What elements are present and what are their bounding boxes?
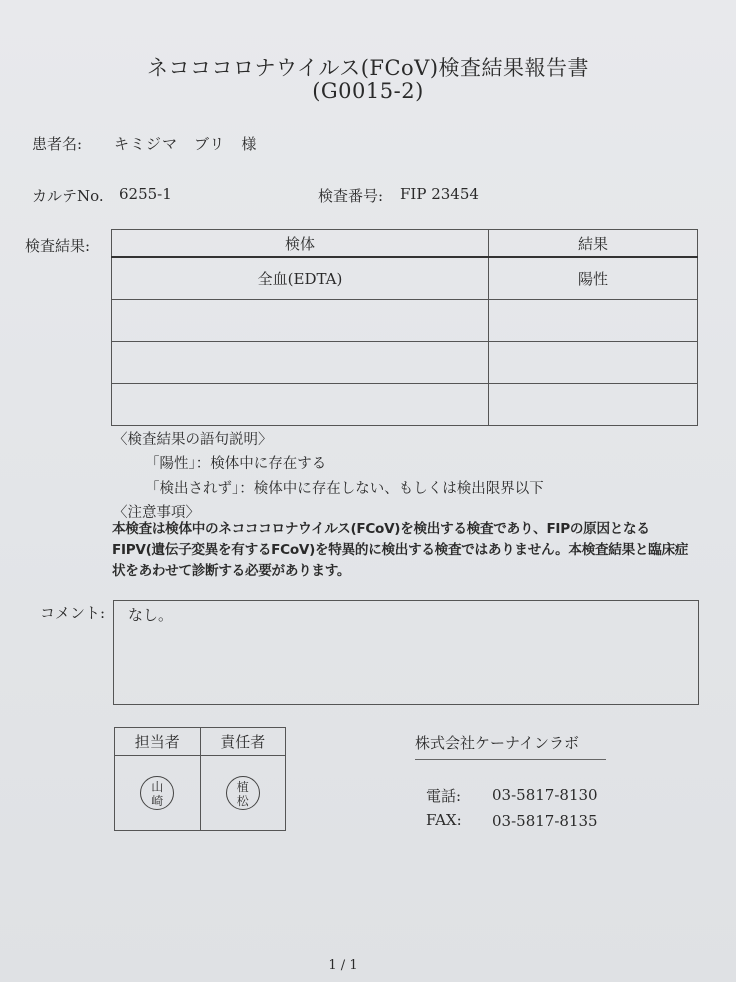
manager-label: 責任者 [200, 728, 286, 756]
tel-value: 03-5817-8130 [492, 786, 598, 804]
report-title: ネコココロナウイルス(FCoV)検査結果報告書 [146, 56, 590, 80]
comment-value: なし。 [128, 606, 174, 624]
glossary-heading: 〈検査結果の語句説明〉 [113, 432, 273, 448]
company-name: 株式会社ケーナインラボ [415, 732, 606, 760]
exam-number-value: FIP 23454 [400, 185, 479, 203]
exam-number-label: 検査番号: [318, 187, 384, 205]
specimen-cell: 全血(EDTA) [112, 257, 489, 300]
manager-seal: 植 松 [226, 776, 260, 810]
comment-label: コメント: [40, 604, 106, 622]
table-row [112, 300, 698, 342]
table-row [112, 257, 698, 300]
specimen-cell [112, 342, 489, 384]
tel-label: 電話: [426, 787, 462, 805]
patient-name-value: キミジマ ブリ 様 [114, 135, 258, 153]
signoff-table [114, 727, 286, 831]
glossary-positive: 「陽性」：検体中に存在する [145, 456, 327, 472]
results-header-row [112, 230, 698, 258]
glossary-not-detected: 「検出されず」：検体中に存在しない、もしくは検出限界以下 [145, 481, 544, 497]
report-code: (G0015-2) [312, 79, 424, 103]
result-cell: 陽性 [489, 257, 698, 300]
karte-value: 6255-1 [119, 185, 172, 203]
comment-box [113, 600, 699, 705]
caution-text: 本検査は検体中のネコココロナウイルス(FCoV)を検出する検査であり、FIPの原因となるFIPV(遺伝子変異を有するFCoV)を特異的に検出する検査ではありません。本検査結果と臨床症状をあわせて診断する必要があります。 [112, 521, 689, 579]
col-specimen-header: 検体 [112, 230, 489, 258]
specimen-cell [112, 384, 489, 426]
col-result-header: 結果 [489, 230, 698, 258]
caution-heading: 〈注意事項〉 [113, 505, 200, 521]
results-table [111, 229, 698, 426]
page-number: 1 / 1 [328, 958, 358, 973]
patient-name-label: 患者名: [32, 135, 83, 153]
karte-label: カルテNo. [32, 187, 104, 205]
fax-label: FAX: [426, 811, 462, 829]
results-section-label: 検査結果: [25, 237, 91, 255]
staff-seal: 山 崎 [140, 776, 174, 810]
table-row [112, 342, 698, 384]
specimen-cell [112, 300, 489, 342]
result-cell [489, 384, 698, 426]
table-row [112, 384, 698, 426]
staff-label: 担当者 [115, 728, 201, 756]
result-cell [489, 342, 698, 384]
result-cell [489, 300, 698, 342]
fax-value: 03-5817-8135 [492, 812, 598, 830]
